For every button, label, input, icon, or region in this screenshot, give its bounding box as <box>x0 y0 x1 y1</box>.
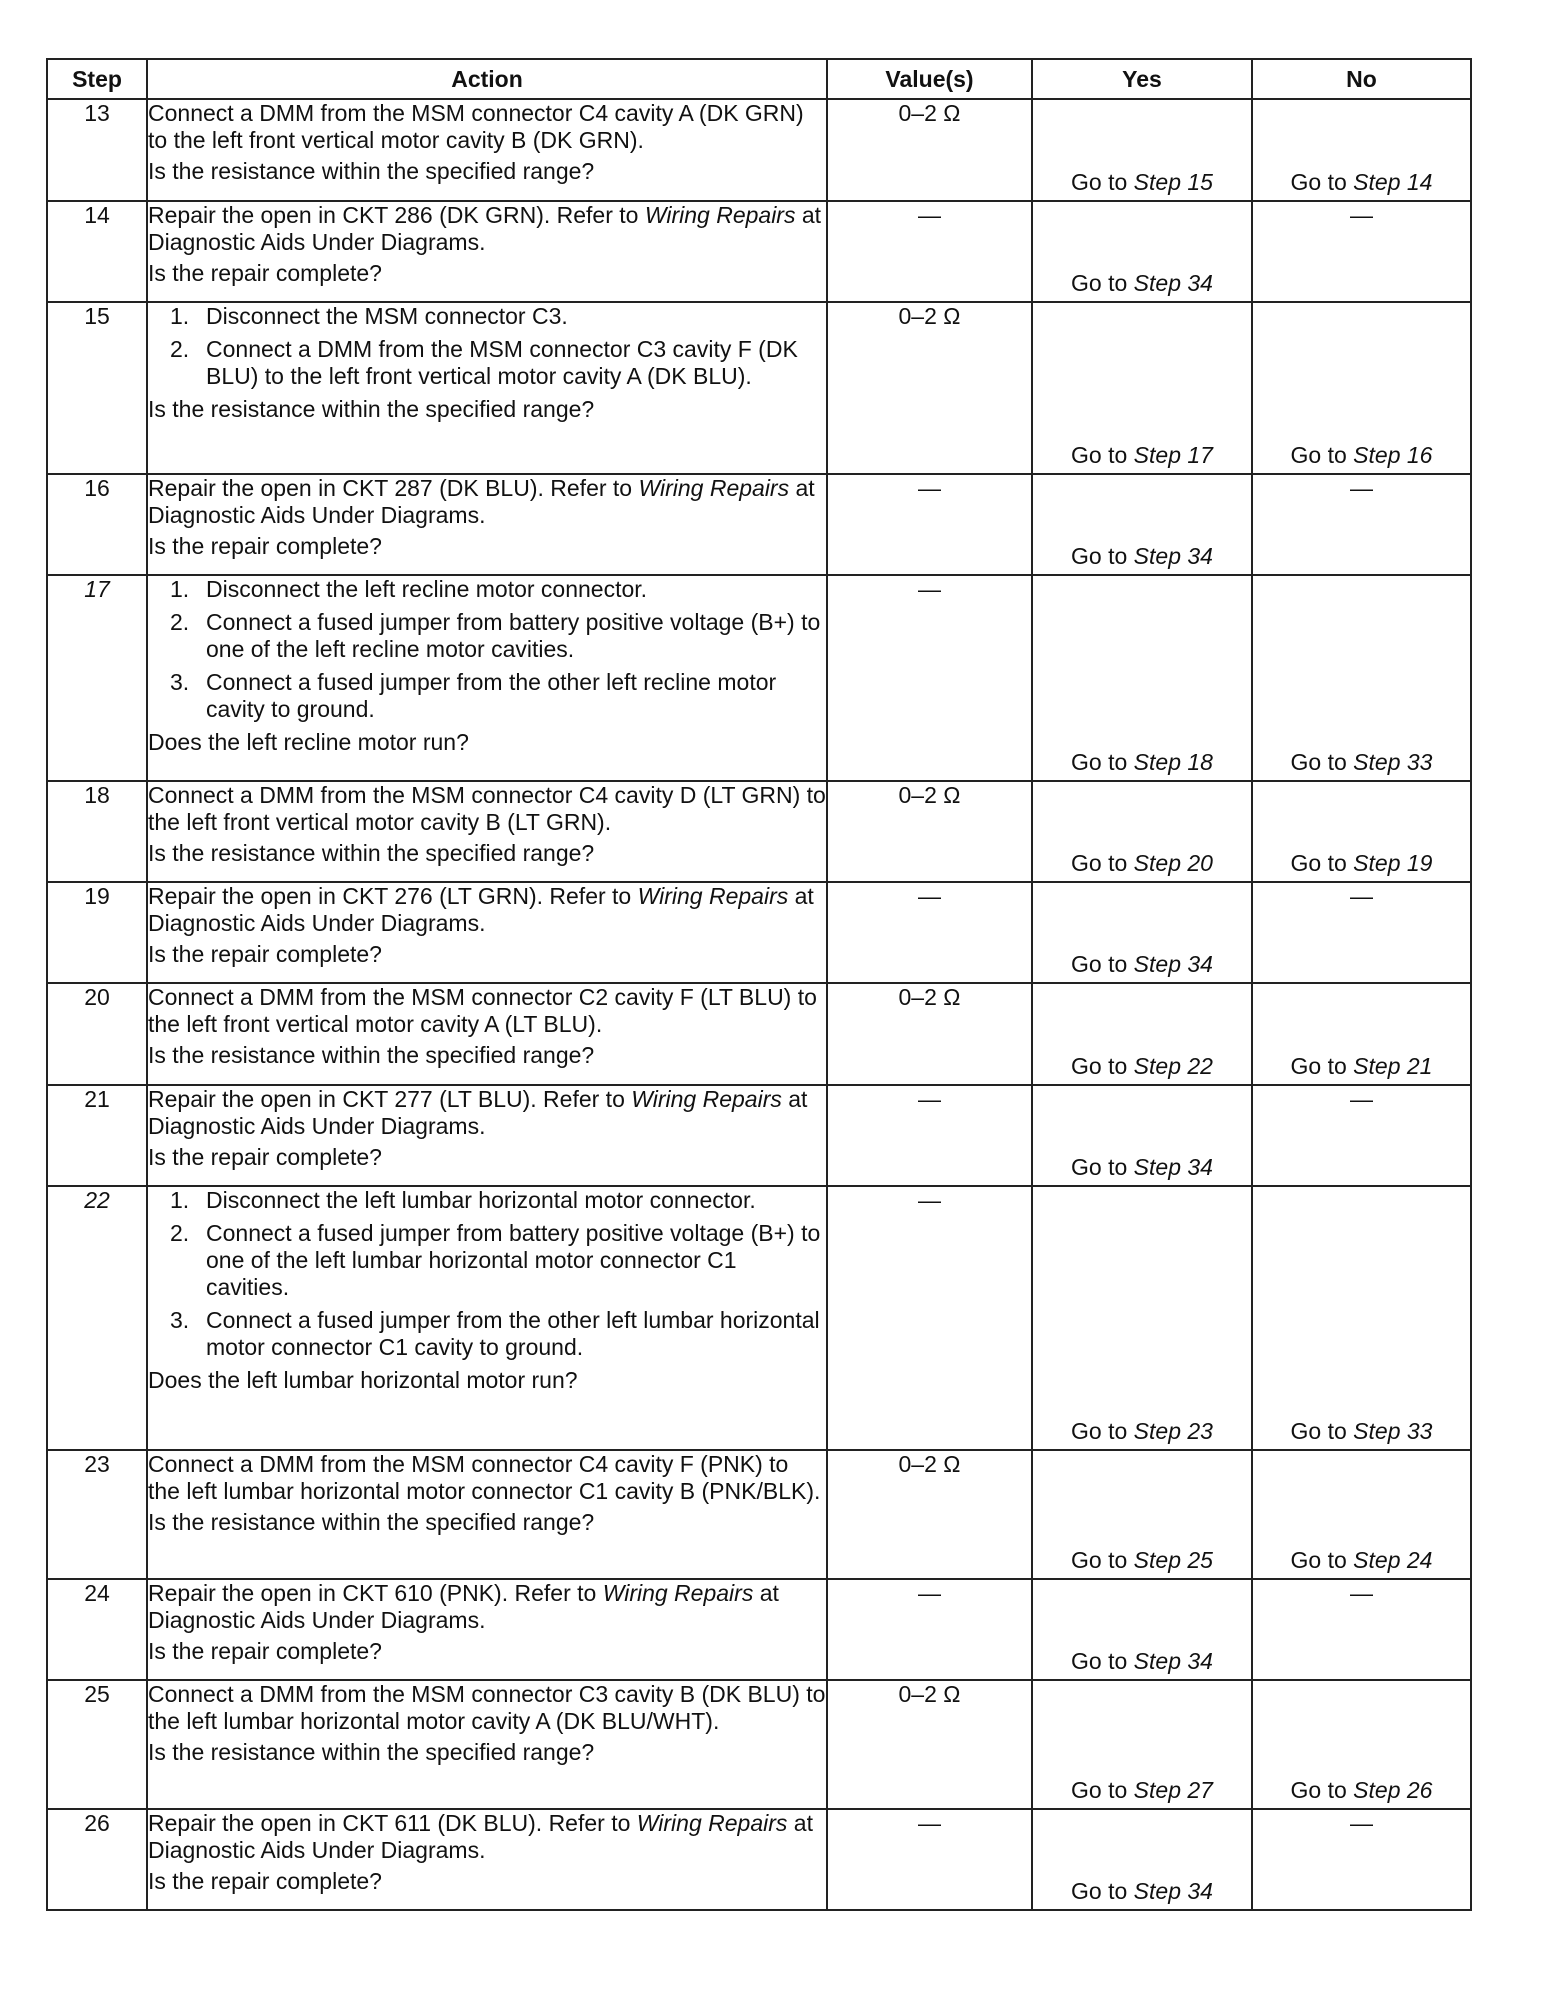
action-question: Is the repair complete? <box>148 1868 382 1894</box>
yes-cell <box>1032 1579 1252 1680</box>
action-cell <box>147 1450 827 1579</box>
value-cell: 0–2 Ω <box>827 983 1032 1085</box>
no-cell: — <box>1252 201 1471 302</box>
reference-link: Wiring Repairs <box>602 1580 754 1606</box>
no-cell: — <box>1252 1809 1471 1910</box>
no-cell <box>1252 983 1471 1085</box>
yes-cell <box>1032 882 1252 983</box>
action-text: Repair the open in CKT 287 (DK BLU). Refer to Wiring Repairs at Diagnostic Aids Under Diagrams. <box>148 475 815 528</box>
action-question: Does the left lumbar horizontal motor run? <box>148 1367 578 1393</box>
no-cell: — <box>1252 1085 1471 1186</box>
yes-goto[interactable]: Go to Step 27 <box>1071 1777 1213 1803</box>
no-cell <box>1252 302 1471 474</box>
step-number: 25 <box>47 1680 147 1809</box>
substep-list <box>148 1187 826 1361</box>
yes-goto[interactable]: Go to Step 20 <box>1071 850 1213 876</box>
action-question: Is the repair complete? <box>148 1144 382 1170</box>
action-cell <box>147 201 827 302</box>
table-row <box>47 474 1471 575</box>
step-number: 24 <box>47 1579 147 1680</box>
no-cell: — <box>1252 474 1471 575</box>
table-row <box>47 302 1471 474</box>
substep-list <box>148 576 826 723</box>
header-action: Action <box>147 59 827 99</box>
table-row <box>47 201 1471 302</box>
yes-goto[interactable]: Go to Step 25 <box>1071 1547 1213 1573</box>
yes-goto[interactable]: Go to Step 18 <box>1071 749 1213 775</box>
step-number: 26 <box>47 1809 147 1910</box>
yes-goto[interactable]: Go to Step 15 <box>1071 169 1213 195</box>
diagnostic-page <box>46 58 1470 1911</box>
action-cell <box>147 1809 827 1910</box>
no-cell: — <box>1252 882 1471 983</box>
yes-goto[interactable]: Go to Step 34 <box>1071 543 1213 569</box>
value-cell: 0–2 Ω <box>827 99 1032 201</box>
table-row <box>47 575 1471 781</box>
action-question: Is the repair complete? <box>148 1638 382 1664</box>
yes-cell <box>1032 474 1252 575</box>
action-text: Connect a DMM from the MSM connector C4 cavity F (PNK) to the left lumbar horizontal motor connector C1 cavity B (PNK/BLK). <box>148 1451 821 1504</box>
action-text: Repair the open in CKT 276 (LT GRN). Refer to Wiring Repairs at Diagnostic Aids Under Diagrams. <box>148 883 814 936</box>
no-goto[interactable]: Go to Step 19 <box>1290 850 1433 876</box>
action-text: Connect a DMM from the MSM connector C2 cavity F (LT BLU) to the left front vertical motor cavity A (LT BLU). <box>148 984 817 1037</box>
value-cell: — <box>827 1085 1032 1186</box>
no-cell: — <box>1252 1579 1471 1680</box>
action-question: Is the repair complete? <box>148 533 382 559</box>
action-question: Is the resistance within the specified range? <box>148 158 595 184</box>
step-number: 19 <box>47 882 147 983</box>
action-question: Is the repair complete? <box>148 941 382 967</box>
value-cell: 0–2 Ω <box>827 1450 1032 1579</box>
no-goto[interactable]: Go to Step 33 <box>1290 749 1433 775</box>
table-row <box>47 1085 1471 1186</box>
yes-cell <box>1032 781 1252 882</box>
action-question: Does the left recline motor run? <box>148 729 469 755</box>
action-question: Is the resistance within the specified range? <box>148 1739 595 1765</box>
table-row <box>47 1450 1471 1579</box>
table-row <box>47 882 1471 983</box>
yes-cell <box>1032 302 1252 474</box>
yes-goto[interactable]: Go to Step 23 <box>1071 1418 1213 1444</box>
yes-goto[interactable]: Go to Step 34 <box>1071 1154 1213 1180</box>
header-yes: Yes <box>1032 59 1252 99</box>
step-number: 15 <box>47 302 147 474</box>
action-question: Is the resistance within the specified range? <box>148 840 595 866</box>
action-question: Is the resistance within the specified range? <box>148 1042 595 1068</box>
action-cell <box>147 983 827 1085</box>
substep: 1. Disconnect the MSM connector C3. <box>170 303 568 329</box>
step-number: 17 <box>47 575 147 781</box>
no-cell <box>1252 1186 1471 1450</box>
substep-list <box>148 303 826 390</box>
action-question: Is the resistance within the specified range? <box>148 396 595 422</box>
table-row <box>47 99 1471 201</box>
yes-cell <box>1032 1450 1252 1579</box>
action-text: Repair the open in CKT 277 (LT BLU). Refer to Wiring Repairs at Diagnostic Aids Under Diagrams. <box>148 1086 808 1139</box>
action-text: Connect a DMM from the MSM connector C3 cavity B (DK BLU) to the left lumbar horizontal motor cavity A (DK BLU/WHT). <box>148 1681 826 1734</box>
substep: 2. Connect a DMM from the MSM connector C3 cavity F (DK BLU) to the left front vertical motor cavity A (DK BLU). <box>170 336 798 389</box>
table-row <box>47 781 1471 882</box>
yes-cell <box>1032 1680 1252 1809</box>
value-cell: — <box>827 201 1032 302</box>
no-cell <box>1252 1680 1471 1809</box>
yes-goto[interactable]: Go to Step 34 <box>1071 951 1213 977</box>
no-cell <box>1252 575 1471 781</box>
yes-cell <box>1032 1186 1252 1450</box>
action-cell <box>147 1579 827 1680</box>
action-text: Connect a DMM from the MSM connector C4 cavity A (DK GRN) to the left front vertical motor cavity B (DK GRN). <box>148 100 804 153</box>
action-cell <box>147 1085 827 1186</box>
value-cell: 0–2 Ω <box>827 302 1032 474</box>
yes-cell <box>1032 99 1252 201</box>
yes-goto[interactable]: Go to Step 34 <box>1071 1878 1213 1904</box>
value-cell: — <box>827 1809 1032 1910</box>
action-text: Repair the open in CKT 286 (DK GRN). Refer to Wiring Repairs at Diagnostic Aids Under Diagrams. <box>148 202 822 255</box>
value-cell: 0–2 Ω <box>827 1680 1032 1809</box>
value-cell: — <box>827 1579 1032 1680</box>
yes-cell <box>1032 1809 1252 1910</box>
yes-cell <box>1032 201 1252 302</box>
reference-link: Wiring Repairs <box>636 1810 788 1836</box>
step-number: 18 <box>47 781 147 882</box>
header-no: No <box>1252 59 1471 99</box>
yes-goto[interactable]: Go to Step 34 <box>1071 270 1213 296</box>
diagnostic-table <box>46 58 1472 1911</box>
no-goto[interactable]: Go to Step 16 <box>1290 442 1433 468</box>
yes-cell <box>1032 575 1252 781</box>
action-cell <box>147 99 827 201</box>
table-row <box>47 1680 1471 1809</box>
reference-link: Wiring Repairs <box>644 202 796 228</box>
reference-link: Wiring Repairs <box>631 1086 782 1112</box>
no-goto[interactable]: Go to Step 14 <box>1290 169 1433 195</box>
substep: 2. Connect a fused jumper from battery positive voltage (B+) to one of the left recline motor cavities. <box>170 609 821 662</box>
no-goto[interactable]: Go to Step 26 <box>1290 1777 1433 1803</box>
value-cell: — <box>827 575 1032 781</box>
reference-link: Wiring Repairs <box>638 475 790 501</box>
action-text: Repair the open in CKT 611 (DK BLU). Refer to Wiring Repairs at Diagnostic Aids Under Diagrams. <box>148 1810 813 1863</box>
substep: 2. Connect a fused jumper from battery positive voltage (B+) to one of the left lumbar horizontal motor connector C1 cavities. <box>170 1220 821 1300</box>
header-values: Value(s) <box>827 59 1032 99</box>
no-cell <box>1252 1450 1471 1579</box>
action-cell <box>147 1186 827 1450</box>
substep: 1. Disconnect the left recline motor connector. <box>170 576 648 602</box>
value-cell: 0–2 Ω <box>827 781 1032 882</box>
action-text: Connect a DMM from the MSM connector C4 cavity D (LT GRN) to the left front vertical motor cavity B (LT GRN). <box>148 782 826 835</box>
table-row <box>47 1186 1471 1450</box>
no-goto[interactable]: Go to Step 24 <box>1290 1547 1433 1573</box>
step-number: 22 <box>47 1186 147 1450</box>
action-text: Repair the open in CKT 610 (PNK). Refer to Wiring Repairs at Diagnostic Aids Under Diagrams. <box>148 1580 779 1633</box>
step-number: 21 <box>47 1085 147 1186</box>
substep: 3. Connect a fused jumper from the other left recline motor cavity to ground. <box>170 669 777 722</box>
no-cell <box>1252 99 1471 201</box>
table-row <box>47 1579 1471 1680</box>
action-question: Is the repair complete? <box>148 260 382 286</box>
action-question: Is the resistance within the specified range? <box>148 1509 595 1535</box>
value-cell: — <box>827 882 1032 983</box>
step-number: 23 <box>47 1450 147 1579</box>
table-row <box>47 983 1471 1085</box>
value-cell: — <box>827 1186 1032 1450</box>
action-cell <box>147 781 827 882</box>
yes-cell <box>1032 983 1252 1085</box>
action-cell <box>147 474 827 575</box>
step-number: 16 <box>47 474 147 575</box>
no-cell <box>1252 781 1471 882</box>
no-goto[interactable]: Go to Step 21 <box>1290 1053 1433 1079</box>
reference-link: Wiring Repairs <box>637 883 789 909</box>
action-cell <box>147 302 827 474</box>
yes-goto[interactable]: Go to Step 34 <box>1071 1648 1213 1674</box>
table-header-row <box>47 59 1471 99</box>
yes-goto[interactable]: Go to Step 17 <box>1071 442 1213 468</box>
substep: 1. Disconnect the left lumbar horizontal motor connector. <box>170 1187 756 1213</box>
action-cell <box>147 882 827 983</box>
step-number: 20 <box>47 983 147 1085</box>
no-goto[interactable]: Go to Step 33 <box>1290 1418 1433 1444</box>
action-cell <box>147 575 827 781</box>
yes-goto[interactable]: Go to Step 22 <box>1071 1053 1213 1079</box>
header-step: Step <box>47 59 147 99</box>
step-number: 14 <box>47 201 147 302</box>
step-number: 13 <box>47 99 147 201</box>
yes-cell <box>1032 1085 1252 1186</box>
table-row <box>47 1809 1471 1910</box>
value-cell: — <box>827 474 1032 575</box>
action-cell <box>147 1680 827 1809</box>
substep: 3. Connect a fused jumper from the other left lumbar horizontal motor connector C1 cavity to ground. <box>170 1307 820 1360</box>
